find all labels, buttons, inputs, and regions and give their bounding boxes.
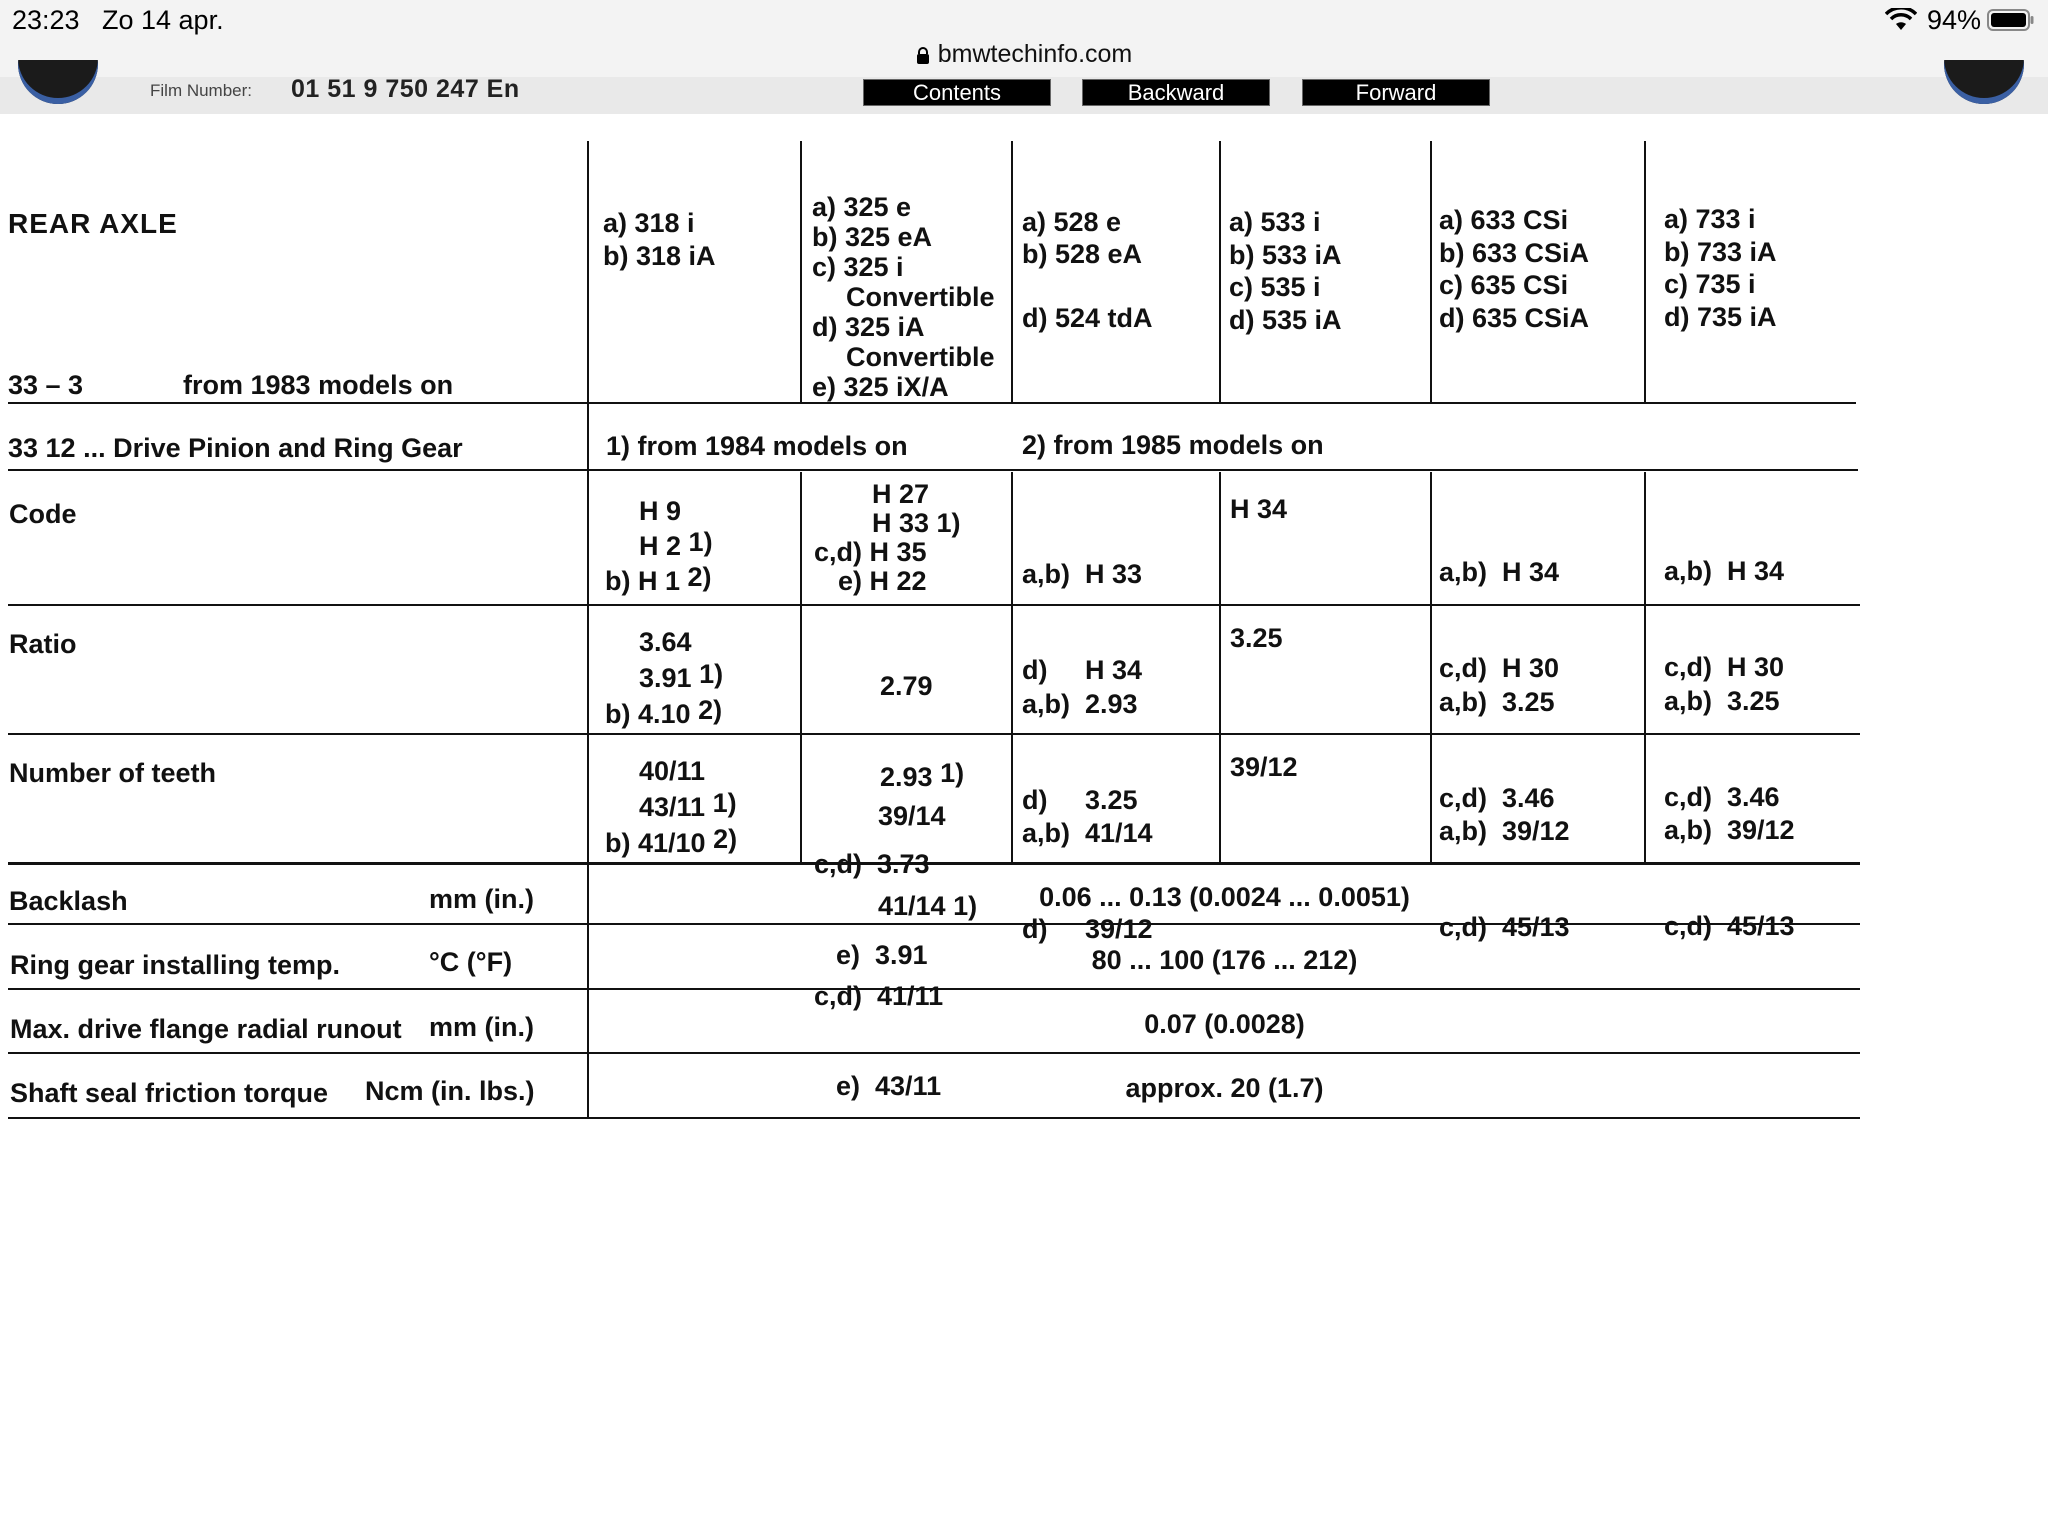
cell-value: a,b) 2.93 <box>1022 689 1138 719</box>
status-date: Zo 14 apr. <box>102 5 224 35</box>
models-col-2 <box>812 192 995 402</box>
model-524tda: d) 524 tdA <box>1022 303 1153 333</box>
cell-value: 40/11 <box>639 756 706 786</box>
footnote-2: 2) from 1985 models on <box>1022 430 1324 460</box>
table-vline <box>1430 141 1432 403</box>
cell-value: 2.93 <box>880 762 933 792</box>
model-528e: a) 528 e <box>1022 207 1122 237</box>
spec-unit-backlash: mm (in.) <box>429 884 534 914</box>
cell-value: H 2 <box>639 531 682 561</box>
models-col-6 <box>1664 203 1777 333</box>
cell-value: e) 3.91 <box>836 940 928 970</box>
cell-value: H 34 <box>1230 494 1288 524</box>
table-vline <box>1011 141 1013 403</box>
cell-value: d) 39/12 <box>1022 914 1153 944</box>
cell-value: a,b) 39/12 <box>1664 815 1795 845</box>
cell-value: a,b) 41/14 <box>1022 818 1153 848</box>
cell-value: a,b) 3.25 <box>1664 686 1780 716</box>
model-635csia: d) 635 CSiA <box>1439 302 1590 333</box>
cell-value: H 33 1) <box>872 508 961 538</box>
cell-value: c,d) H 35 <box>814 537 927 567</box>
cell-value: 3.91 <box>639 663 692 693</box>
model-535i: c) 535 i <box>1229 272 1321 302</box>
spec-label-seal-torque: Shaft seal friction torque <box>10 1078 329 1108</box>
table-vline <box>1644 141 1646 403</box>
cell-value: a,b) H 33 <box>1022 559 1143 589</box>
cell-value: e) 43/11 <box>836 1071 942 1101</box>
url-text: bmwtechinfo.com <box>937 40 1133 68</box>
cell-value: 3.25 <box>1230 623 1283 653</box>
cell-value: d) 3.25 <box>1022 785 1138 815</box>
table-vline <box>1430 472 1432 864</box>
footnote-ref: 1) <box>712 788 737 818</box>
film-number: 01 51 9 750 247 En <box>291 75 520 103</box>
model-735ia: d) 735 iA <box>1664 301 1777 332</box>
cell-value: c,d) 45/13 <box>1664 911 1795 941</box>
lock-icon <box>916 47 930 64</box>
model-325ia-convertible: Convertible <box>846 342 995 372</box>
cell-value: c,d) 3.73 <box>814 849 930 879</box>
cell-value: c,d) H 30 <box>1664 652 1785 682</box>
cell-value: b) 41/10 <box>605 828 706 858</box>
cell-value: a,b) 3.25 <box>1439 687 1555 717</box>
cell-value: 41/14 1) <box>878 891 978 921</box>
cell-value: 3.64 <box>639 627 692 657</box>
teeth-col-4 <box>1230 752 1298 782</box>
battery-percent: 94% <box>1927 5 1982 35</box>
model-633csi: a) 633 CSi <box>1439 205 1569 235</box>
film-number-label: Film Number: <box>150 81 253 100</box>
model-325i: c) 325 i <box>812 252 904 282</box>
table-vline <box>1644 472 1646 864</box>
cell-value: c,d) 41/11 <box>814 981 944 1011</box>
model-325ixa: e) 325 iX/A <box>812 372 949 402</box>
model-318i: a) 318 i <box>603 208 695 238</box>
models-col-1 <box>603 207 716 273</box>
footnote-ref: 1) <box>688 527 713 557</box>
contents-button[interactable]: Contents <box>863 79 1051 106</box>
address-bar[interactable] <box>0 40 2048 69</box>
teeth-col-1 <box>605 755 737 859</box>
spec-unit-install-temp: °C (°F) <box>429 947 513 977</box>
table-title: REAR AXLE <box>8 208 178 239</box>
model-735i: c) 735 i <box>1664 269 1756 299</box>
model-533i: a) 533 i <box>1229 207 1321 237</box>
ratio-col-1 <box>605 626 723 730</box>
model-635csi: c) 635 CSi <box>1439 270 1569 300</box>
model-325e: a) 325 e <box>812 192 912 222</box>
table-vline <box>1011 472 1013 864</box>
ratio-col-4 <box>1230 623 1283 653</box>
backward-button[interactable]: Backward <box>1082 79 1270 106</box>
cell-value: a,b) H 34 <box>1664 556 1785 586</box>
teeth-col-3 <box>1022 753 1153 977</box>
cell-value: c,d) 45/13 <box>1439 912 1570 942</box>
table-vline <box>800 141 802 403</box>
battery-icon <box>1987 8 2035 32</box>
footnote-ref: 2) <box>713 824 738 854</box>
model-325i-convertible: Convertible <box>846 282 995 312</box>
cell-value: H 27 <box>872 479 930 509</box>
cell-value: H 9 <box>639 496 682 526</box>
model-318ia: b) 318 iA <box>603 241 716 271</box>
model-325ea: b) 325 eA <box>812 222 933 252</box>
table-hline <box>8 402 1856 404</box>
footnote-ref: 2) <box>698 695 723 725</box>
models-col-4 <box>1229 206 1342 336</box>
teeth-col-6 <box>1664 750 1795 974</box>
table-vline <box>1219 141 1221 403</box>
footnote-1: 1) from 1984 models on <box>606 431 908 461</box>
cell-value: b) 4.10 <box>605 699 691 729</box>
cell-value: 39/14 <box>878 801 946 831</box>
group-note: from 1983 models on <box>183 370 454 400</box>
model-733ia: b) 733 iA <box>1664 236 1777 267</box>
spec-value-seal-torque: approx. 20 (1.7) <box>1125 1073 1324 1103</box>
model-528ea: b) 528 eA <box>1022 239 1143 269</box>
row-label-teeth: Number of teeth <box>9 758 217 788</box>
teeth-col-5 <box>1439 751 1570 975</box>
spec-label-install-temp: Ring gear installing temp. <box>10 950 341 980</box>
models-col-5 <box>1439 204 1589 334</box>
model-533ia: b) 533 iA <box>1229 239 1342 270</box>
spec-unit-seal-torque: Ncm (in. lbs.) <box>365 1076 535 1106</box>
model-733i: a) 733 i <box>1664 204 1756 234</box>
section-heading: 33 12 ... Drive Pinion and Ring Gear <box>8 433 463 463</box>
spec-value-runout: 0.07 (0.0028) <box>1144 1009 1305 1039</box>
cell-value: c,d) H 30 <box>1439 653 1560 683</box>
bmw-logo-left <box>18 60 98 106</box>
bmw-logo-right <box>1944 60 2024 106</box>
footnote-ref: 1) <box>699 659 724 689</box>
cell-value: c,d) 3.46 <box>1664 782 1780 812</box>
cell-value: 43/11 <box>639 792 706 822</box>
wifi-icon <box>1885 8 1917 32</box>
footnote-ref: 2) <box>687 562 712 592</box>
spec-label-runout: Max. drive flange radial runout <box>10 1014 402 1044</box>
forward-button[interactable]: Forward <box>1302 79 1490 106</box>
table-vline <box>1219 472 1221 864</box>
cell-value: e) H 22 <box>838 566 927 596</box>
spec-value-install-temp: 80 ... 100 (176 ... 212) <box>1091 945 1358 975</box>
table-hline <box>8 604 1860 606</box>
table-hline <box>8 469 1858 471</box>
cell-value: 39/12 <box>1230 752 1298 782</box>
cell-value: a,b) 39/12 <box>1439 816 1570 846</box>
spec-value-backlash: 0.06 ... 0.13 (0.0024 ... 0.0051) <box>1039 882 1410 912</box>
model-325ia: d) 325 iA <box>812 312 925 342</box>
group-number: 33 – 3 <box>8 370 84 400</box>
code-col-4 <box>1230 494 1287 524</box>
row-label-code: Code <box>9 499 77 529</box>
spec-label-backlash: Backlash <box>9 886 128 916</box>
table-vline <box>800 472 802 864</box>
model-633csia: b) 633 CSiA <box>1439 237 1590 268</box>
cell-value: a,b) H 34 <box>1439 557 1560 587</box>
model-535ia: d) 535 iA <box>1229 304 1342 335</box>
cell-value: b) H 1 <box>605 566 681 596</box>
cell-value: 2.79 <box>880 671 933 701</box>
spec-unit-runout: mm (in.) <box>429 1012 534 1042</box>
code-col-1 <box>605 496 713 597</box>
row-label-ratio: Ratio <box>9 629 77 659</box>
models-col-3 <box>1022 206 1153 334</box>
cell-value: c,d) 3.46 <box>1439 783 1555 813</box>
cell-value: d) H 34 <box>1022 655 1143 685</box>
status-time: 23:23 <box>12 5 80 35</box>
footnote-ref: 1) <box>940 758 965 788</box>
code-col-2 <box>814 480 961 596</box>
